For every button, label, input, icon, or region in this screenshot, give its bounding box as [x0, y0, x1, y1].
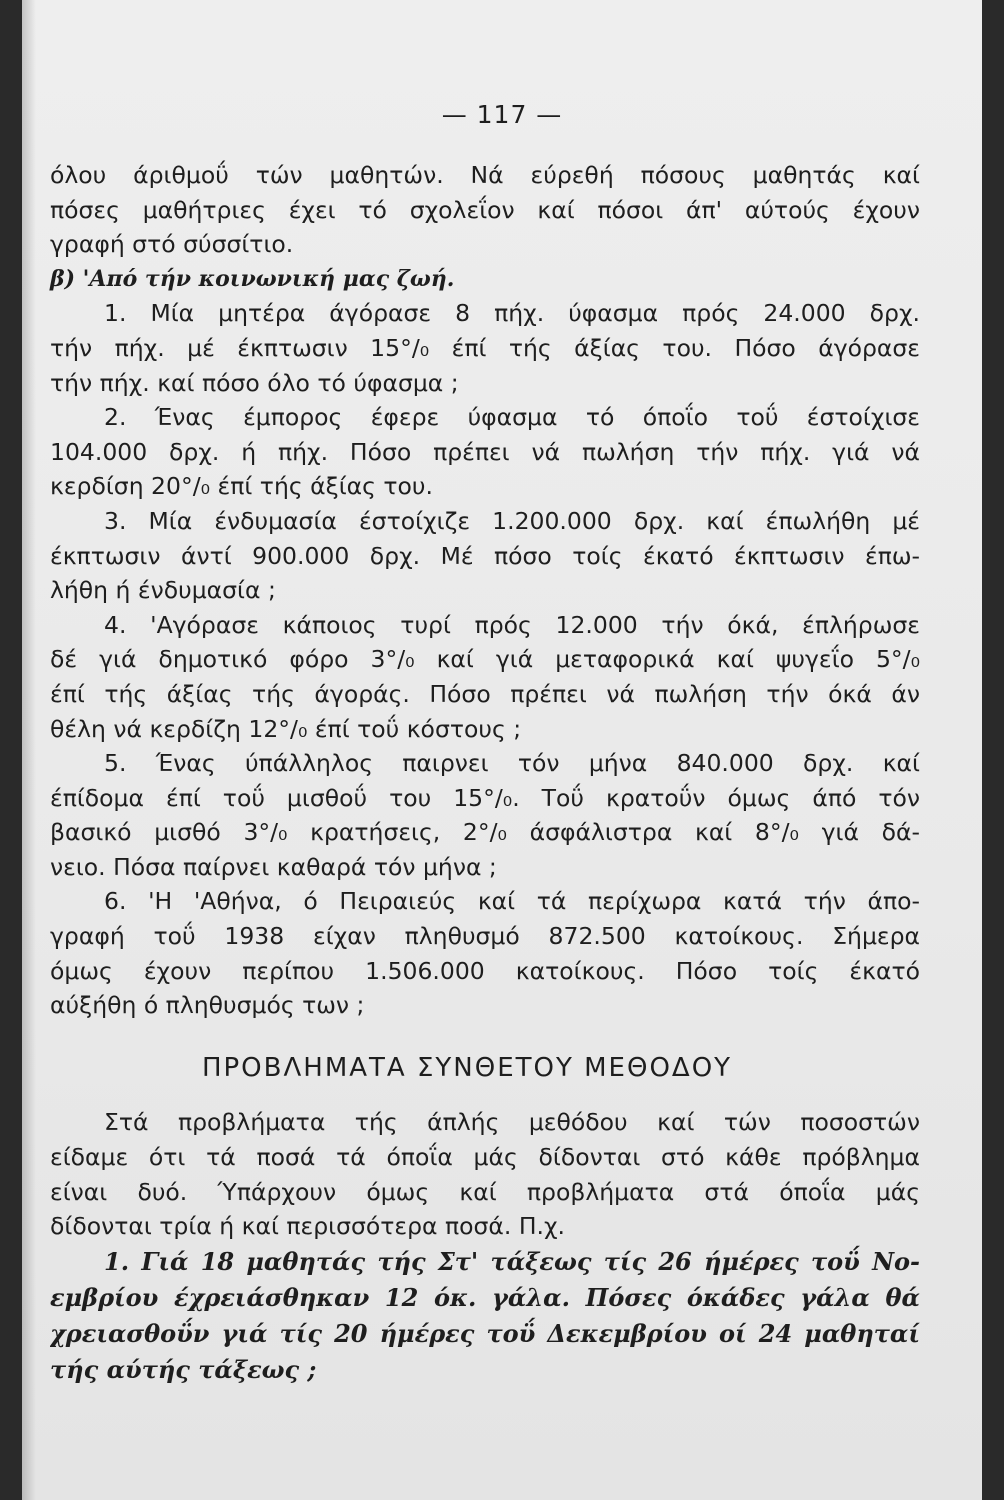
text-line: κερδίση 20°/₀ έπί τής άξίας του.	[50, 472, 433, 501]
problem-4	[50, 608, 920, 746]
page-number: — 117 —	[441, 100, 563, 129]
text-line: 4. 'Αγόρασε κάποιος τυρί πρός 12.000 τήν όκά, έπλήρωσε	[104, 610, 920, 639]
problem-5	[50, 746, 920, 884]
text-line: τήν πήχ. καί πόσο όλο τό ύφασμα ;	[50, 368, 459, 397]
text-line: 3. Μία ένδυμασία έστοίχιζε 1.200.000 δρχ. καί έπωλήθη μέ	[104, 506, 920, 535]
text-line: 1. Μία μητέρα άγόρασε 8 πήχ. ύφασμα πρός 24.000 δρχ.	[104, 299, 920, 328]
text-line: θέλη νά κερδίζη 12°/₀ έπί τοΰ κόστους ;	[50, 714, 522, 743]
text-line: γραφή στό σύσσίτιο.	[50, 230, 294, 259]
book-page	[22, 0, 982, 1500]
page-body	[50, 158, 920, 1388]
problem-6	[50, 884, 920, 1022]
section-intro-paragraph	[50, 1105, 920, 1243]
text-line: δίδονται τρία ή καί περισσότερα ποσά. Π.χ.	[50, 1212, 566, 1241]
text-line: λήθη ή ένδυμασία ;	[50, 576, 276, 605]
text-line: γραφή τοΰ 1938 είχαν πληθυσμό 872.500 κατοίκους. Σήμερα	[50, 922, 920, 951]
text-line: εμβρίου έχρειάσθηκαν 12 όκ. γάλα. Πόσες όκάδες γάλα θά	[50, 1282, 920, 1312]
problem-1	[50, 296, 920, 400]
intro-paragraph	[50, 158, 920, 262]
text-line: 1. Γιά 18 μαθητάς τής Στ' τάξεως τίς 26 ήμέρες τοΰ Νο-	[104, 1246, 920, 1276]
page-edge-shadow	[22, 0, 36, 1500]
text-line: όλου άριθμοΰ τών μαθητών. Νά εύρεθή πόσους μαθητάς καί	[50, 161, 920, 189]
text-line: έπίδομα έπί τοΰ μισθοΰ του 15°/₀. Τοΰ κρατοΰν όμως άπό τόν	[50, 783, 920, 812]
text-line: 6. 'Η 'Αθήνα, ό Πειραιεύς καί τά περίχωρα κατά τήν άπο-	[104, 887, 920, 916]
text-line: έπί τής άξίας τής άγοράς. Πόσο πρέπει νά πωλήση τήν όκά άν	[50, 679, 920, 708]
text-line: νειο. Πόσα παίρνει καθαρά τόν μήνα ;	[50, 852, 497, 881]
text-line: είναι δυό. Ύπάρχουν όμως καί προβλήματα στά όποΐα μάς	[50, 1177, 920, 1206]
text-line: 5. Ένας ύπάλληλος παιρνει τόν μήνα 840.000 δρχ. καί	[104, 749, 920, 778]
problem-2	[50, 400, 920, 504]
text-line: βασικό μισθό 3°/₀ κρατήσεις, 2°/₀ άσφάλιστρα καί 8°/₀ γιά δά-	[50, 818, 920, 847]
text-line: χρειασθοΰν γιά τίς 20 ήμέρες τοΰ Δεκεμβρίου οί 24 μαθηταί	[50, 1318, 920, 1348]
text-line: 104.000 δρχ. ή πήχ. Πόσο πρέπει νά πωλήση τήν πήχ. γιά νά	[50, 437, 920, 466]
text-line: όμως έχουν περίπου 1.506.000 κατοίκους. Πόσο τοίς έκατό	[50, 956, 920, 985]
text-line: 2. Ένας έμπορος έφερε ύφασμα τό όποΐο τοΰ έστοίχισε	[104, 403, 920, 432]
text-line: Στά προβλήματα τής άπλής μεθόδου καί τών ποσοστών	[104, 1108, 920, 1137]
text-line: πόσες μαθήτριες έχει τό σχολεΐον καί πόσοι άπ' αύτούς έχουν	[50, 195, 920, 224]
text-line: δέ γιά δημοτικό φόρο 3°/₀ καί γιά μεταφορικά καί ψυγεΐο 5°/₀	[50, 645, 920, 674]
subheading: β) 'Από τήν κοινωνική μας ζωή.	[50, 265, 455, 292]
text-line: τήν πήχ. μέ έκπτωσιν 15°/₀ έπί τής άξίας του. Πόσο άγόρασε	[50, 333, 920, 362]
text-line: έκπτωσιν άντί 900.000 δρχ. Μέ πόσο τοίς έκατό έκπτωσιν έπω-	[50, 541, 920, 570]
problem-3	[50, 504, 920, 608]
example-problem	[50, 1244, 920, 1388]
section-heading: ΠΡΟΒΛΗΜΑΤΑ ΣΥΝΘΕΤΟΥ ΜΕΘΟΔΟΥ	[201, 1052, 733, 1083]
text-line: αύξήθη ό πληθυσμός των ;	[50, 991, 365, 1020]
text-line: είδαμε ότι τά ποσά τά όποΐα μάς δίδονται στό κάθε πρόβλημα	[50, 1143, 920, 1172]
text-line: τής αύτής τάξεως ;	[50, 1354, 317, 1384]
